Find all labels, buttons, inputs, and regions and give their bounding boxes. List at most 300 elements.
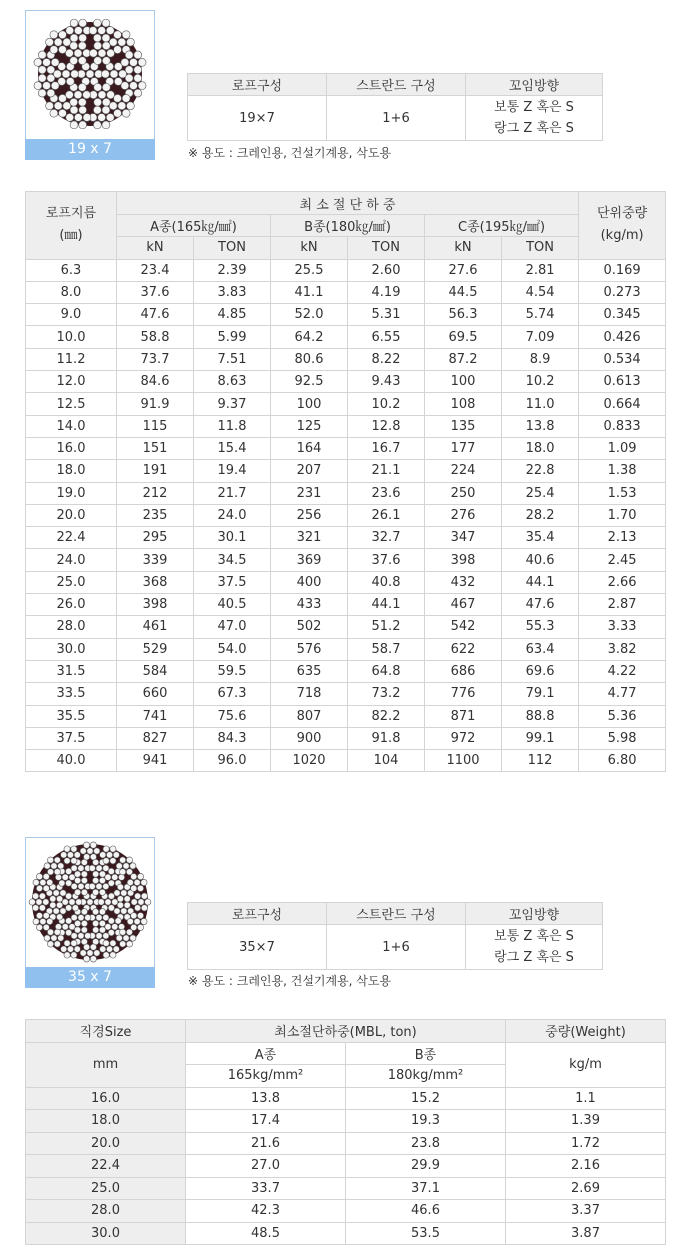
wire xyxy=(43,58,51,66)
table-cell: 250 xyxy=(425,482,502,504)
table-cell: 0.664 xyxy=(579,393,666,415)
spec-table-19x7 xyxy=(187,73,603,141)
row-diameter: 12.0 xyxy=(26,371,117,393)
wire xyxy=(39,905,45,911)
wire xyxy=(39,893,45,899)
wire xyxy=(89,49,97,57)
wire xyxy=(81,877,87,883)
wire xyxy=(110,846,116,852)
wire xyxy=(92,909,98,915)
row-diameter: 22.4 xyxy=(26,527,117,549)
wire xyxy=(110,940,116,946)
wire xyxy=(99,920,105,926)
table-row xyxy=(26,1177,666,1200)
table-cell: 529 xyxy=(117,638,194,660)
spec-lay xyxy=(466,925,603,970)
wire xyxy=(138,899,144,905)
row-diameter: 28.0 xyxy=(26,616,117,638)
wire xyxy=(125,66,133,74)
wire xyxy=(62,70,70,78)
table-row xyxy=(26,705,666,727)
wire xyxy=(58,863,64,869)
wire xyxy=(83,91,91,99)
table-cell: 64.8 xyxy=(348,660,425,682)
table-cell: 40.5 xyxy=(194,594,271,616)
wire xyxy=(62,924,68,930)
table-cell: 54.0 xyxy=(194,638,271,660)
table-cell: 212 xyxy=(117,482,194,504)
wire xyxy=(59,880,65,886)
wire xyxy=(103,846,109,852)
wire xyxy=(103,933,109,939)
table-cell: 15.4 xyxy=(194,437,271,459)
wire xyxy=(74,114,82,122)
table-cell: 30.1 xyxy=(194,527,271,549)
wire xyxy=(93,121,101,129)
wire xyxy=(92,877,98,883)
wire xyxy=(51,58,59,66)
wire xyxy=(38,89,46,97)
wire xyxy=(33,918,39,924)
wire xyxy=(32,905,38,911)
wire xyxy=(63,102,71,110)
wire xyxy=(120,857,126,863)
table-row xyxy=(26,1222,666,1245)
unit-ton: TON xyxy=(502,237,579,259)
wire xyxy=(94,848,100,854)
row-diameter: 18.0 xyxy=(26,1110,186,1133)
wire xyxy=(134,905,140,911)
table-cell: 1.09 xyxy=(579,437,666,459)
wire xyxy=(108,918,114,924)
table-cell: 776 xyxy=(425,683,502,705)
wire xyxy=(38,74,46,82)
wire xyxy=(137,873,143,879)
row-diameter: 20.0 xyxy=(26,1132,186,1155)
table-cell: 0.613 xyxy=(579,371,666,393)
wire xyxy=(118,102,126,110)
wire xyxy=(33,879,39,885)
wire xyxy=(71,70,79,78)
unit-kn: kN xyxy=(425,237,502,259)
wire xyxy=(66,930,72,936)
table-cell: 21.6 xyxy=(186,1132,346,1155)
table-cell: 433 xyxy=(271,594,348,616)
wire xyxy=(103,858,109,864)
wire xyxy=(79,121,87,129)
table-cell: 3.87 xyxy=(506,1222,666,1245)
table-cell: 91.8 xyxy=(348,727,425,749)
wire xyxy=(130,863,136,869)
wire xyxy=(130,935,136,941)
table-row xyxy=(26,1200,666,1223)
wire xyxy=(117,896,123,902)
usage-note: ※ 용도 : 크레인용, 건설기계용, 삭도용 xyxy=(188,146,392,160)
wire xyxy=(105,924,111,930)
table-cell: 635 xyxy=(271,660,348,682)
table-row xyxy=(26,326,666,348)
row-diameter: 9.0 xyxy=(26,304,117,326)
wire xyxy=(126,38,134,46)
wire xyxy=(114,46,122,54)
table-cell: 8.9 xyxy=(502,348,579,370)
wire xyxy=(109,102,117,110)
wire xyxy=(51,82,59,90)
wire xyxy=(87,899,93,905)
wire xyxy=(121,82,129,90)
table-row xyxy=(26,683,666,705)
wire xyxy=(58,935,64,941)
wire xyxy=(122,94,130,102)
wire xyxy=(90,956,96,962)
wire xyxy=(116,863,122,869)
wire xyxy=(63,38,71,46)
wire xyxy=(40,918,46,924)
wire xyxy=(138,82,146,90)
wire xyxy=(131,912,137,918)
unit-kn: kN xyxy=(271,237,348,259)
table-cell: 51.2 xyxy=(348,616,425,638)
wire xyxy=(51,863,57,869)
table-cell: 0.345 xyxy=(579,304,666,326)
wire xyxy=(98,49,106,57)
table-row xyxy=(26,371,666,393)
table-cell: 22.8 xyxy=(502,460,579,482)
table-cell: 42.3 xyxy=(186,1200,346,1223)
wire xyxy=(81,909,87,915)
wire xyxy=(93,871,99,877)
table-cell: 542 xyxy=(425,616,502,638)
wire xyxy=(114,31,122,39)
wire xyxy=(71,865,77,871)
row-diameter: 30.0 xyxy=(26,1222,186,1245)
header-diameter: 직경Size xyxy=(26,1020,186,1043)
wire xyxy=(74,946,80,952)
wire xyxy=(56,902,62,908)
wire xyxy=(134,66,142,74)
wire xyxy=(72,905,78,911)
wire xyxy=(54,941,60,947)
table-cell: 398 xyxy=(117,594,194,616)
wire xyxy=(56,914,62,920)
wire xyxy=(44,935,50,941)
wire xyxy=(47,918,53,924)
wire xyxy=(113,946,119,952)
wire xyxy=(96,914,102,920)
header-weight-unit: (kg/m) xyxy=(600,228,644,244)
table-cell: 660 xyxy=(117,683,194,705)
wire xyxy=(74,920,80,926)
wire xyxy=(71,883,77,889)
wire xyxy=(134,74,142,82)
table-cell: 5.31 xyxy=(348,304,425,326)
table-cell: 26.1 xyxy=(348,504,425,526)
table-cell: 3.37 xyxy=(506,1200,666,1223)
header-grade-b: B종 xyxy=(346,1042,506,1065)
wire xyxy=(124,902,130,908)
table-cell: 125 xyxy=(271,415,348,437)
wire xyxy=(66,880,72,886)
wire xyxy=(109,38,117,46)
wire xyxy=(79,106,87,114)
table-cell: 871 xyxy=(425,705,502,727)
wire xyxy=(98,91,106,99)
header-mbl: 최소절단하중(MBL, ton) xyxy=(186,1020,506,1043)
wire xyxy=(71,914,77,920)
table-cell: 11.0 xyxy=(502,393,579,415)
wire xyxy=(102,57,110,65)
table-cell: 4.19 xyxy=(348,281,425,303)
row-diameter: 35.5 xyxy=(26,705,117,727)
wire xyxy=(126,941,132,947)
table-cell: 207 xyxy=(271,460,348,482)
table-cell: 0.534 xyxy=(579,348,666,370)
table-cell: 40.6 xyxy=(502,549,579,571)
table-cell: 12.8 xyxy=(348,415,425,437)
wire xyxy=(108,868,114,874)
wire xyxy=(53,908,59,914)
wire xyxy=(83,842,89,848)
row-diameter: 6.3 xyxy=(26,259,117,281)
wire xyxy=(50,902,56,908)
table-cell: 3.82 xyxy=(579,638,666,660)
table-cell: 584 xyxy=(117,660,194,682)
wire xyxy=(96,883,102,889)
table-cell: 2.66 xyxy=(579,571,666,593)
table-cell: 100 xyxy=(271,393,348,415)
wire xyxy=(43,82,51,90)
table-cell: 40.8 xyxy=(348,571,425,593)
table-cell: 0.426 xyxy=(579,326,666,348)
wire xyxy=(121,908,127,914)
row-diameter: 20.0 xyxy=(26,504,117,526)
wire xyxy=(141,879,147,885)
table-cell: 33.7 xyxy=(186,1177,346,1200)
header-diameter xyxy=(26,192,117,260)
wire xyxy=(47,869,53,875)
wire xyxy=(116,935,122,941)
wire xyxy=(62,874,68,880)
wire xyxy=(89,27,97,35)
table-cell: 6.55 xyxy=(348,326,425,348)
usage-note: ※ 용도 : 크레인용, 건설기계용, 삭도용 xyxy=(188,974,392,988)
table-cell: 23.8 xyxy=(346,1132,506,1155)
wire xyxy=(89,865,95,871)
wire xyxy=(62,899,68,905)
grade-b-unit: 180kg/mm² xyxy=(346,1065,506,1088)
wire xyxy=(44,863,50,869)
table-cell: 63.4 xyxy=(502,638,579,660)
table-cell: 92.5 xyxy=(271,371,348,393)
table-cell: 2.87 xyxy=(579,594,666,616)
spec-header-strand: 스트란드 구성 xyxy=(327,903,466,925)
table-cell: 11.8 xyxy=(194,415,271,437)
table-cell: 295 xyxy=(117,527,194,549)
table-cell: 18.0 xyxy=(502,437,579,459)
table-cell: 35.4 xyxy=(502,527,579,549)
row-diameter: 11.2 xyxy=(26,348,117,370)
spec-strand: 1+6 xyxy=(327,925,466,970)
row-diameter: 12.5 xyxy=(26,393,117,415)
wire xyxy=(54,102,62,110)
table-cell: 5.74 xyxy=(502,304,579,326)
wire xyxy=(92,889,98,895)
wire xyxy=(130,82,138,90)
wire xyxy=(98,27,106,35)
table-cell: 99.1 xyxy=(502,727,579,749)
spec-lay-line2: 랑그 Z 혹은 S xyxy=(494,121,574,136)
table-cell: 4.77 xyxy=(579,683,666,705)
table-row xyxy=(26,259,666,281)
wire xyxy=(64,846,70,852)
table-cell: 100 xyxy=(425,371,502,393)
table-cell: 1.1 xyxy=(506,1087,666,1110)
table-cell: 59.5 xyxy=(194,660,271,682)
wire xyxy=(80,848,86,854)
wire xyxy=(56,896,62,902)
wire xyxy=(83,944,89,950)
row-diameter: 25.0 xyxy=(26,571,117,593)
wire xyxy=(38,66,46,74)
wire xyxy=(102,106,110,114)
wire xyxy=(83,854,89,860)
spec-header-strand: 스트란드 구성 xyxy=(327,74,466,96)
table-row xyxy=(26,750,666,772)
wire xyxy=(117,884,123,890)
table-cell: 73.7 xyxy=(117,348,194,370)
table-cell: 87.2 xyxy=(425,348,502,370)
wire xyxy=(50,46,58,54)
table-cell: 47.6 xyxy=(117,304,194,326)
header-grade-c: C종(195㎏/㎟) xyxy=(425,215,579,237)
wire xyxy=(106,946,112,952)
table-cell: 9.43 xyxy=(348,371,425,393)
table-cell: 741 xyxy=(117,705,194,727)
table-row xyxy=(26,504,666,526)
wire xyxy=(70,106,78,114)
wire xyxy=(78,83,86,91)
wire xyxy=(54,929,60,935)
wire xyxy=(100,946,106,952)
table-cell: 2.60 xyxy=(348,259,425,281)
wire xyxy=(103,914,109,920)
table-cell: 4.54 xyxy=(502,281,579,303)
table-cell: 21.7 xyxy=(194,482,271,504)
table-row xyxy=(26,415,666,437)
unit-kn: kN xyxy=(117,237,194,259)
wire xyxy=(70,121,78,129)
wire xyxy=(114,94,122,102)
table-cell: 10.2 xyxy=(502,371,579,393)
table-cell: 224 xyxy=(425,460,502,482)
row-diameter: 16.0 xyxy=(26,1087,186,1110)
wire xyxy=(94,950,100,956)
table-cell: 58.8 xyxy=(117,326,194,348)
header-weight: 중량(Weight) xyxy=(506,1020,666,1043)
wire xyxy=(32,893,38,899)
wire xyxy=(125,51,133,59)
spec-header-construction: 로프구성 xyxy=(188,74,327,96)
wire xyxy=(76,899,82,905)
wire xyxy=(137,885,143,891)
table-cell: 37.5 xyxy=(194,571,271,593)
spec-construction: 19×7 xyxy=(188,96,327,141)
table-cell: 29.9 xyxy=(346,1155,506,1178)
wire xyxy=(102,19,110,27)
wire xyxy=(89,883,95,889)
wire xyxy=(98,114,106,122)
wire xyxy=(43,924,49,930)
wire xyxy=(120,929,126,935)
row-diameter: 16.0 xyxy=(26,437,117,459)
wire xyxy=(50,896,56,902)
table-cell: 0.273 xyxy=(579,281,666,303)
table-cell: 576 xyxy=(271,638,348,660)
table-cell: 0.833 xyxy=(579,415,666,437)
wire xyxy=(134,879,140,885)
wire xyxy=(47,941,53,947)
mbl-table-35x7-body xyxy=(26,1087,666,1245)
wire xyxy=(60,890,66,896)
table-cell: 5.99 xyxy=(194,326,271,348)
wire xyxy=(141,905,147,911)
table-cell: 13.8 xyxy=(502,415,579,437)
wire xyxy=(113,852,119,858)
table-cell: 27.0 xyxy=(186,1155,346,1178)
wire xyxy=(103,940,109,946)
wire xyxy=(141,918,147,924)
spec-construction: 35×7 xyxy=(188,925,327,970)
table-cell: 84.3 xyxy=(194,727,271,749)
row-diameter: 25.0 xyxy=(26,1177,186,1200)
wire xyxy=(34,82,42,90)
wire xyxy=(99,927,105,933)
table-cell: 231 xyxy=(271,482,348,504)
wire xyxy=(65,893,71,899)
wire xyxy=(74,91,82,99)
wire xyxy=(64,940,70,946)
wire xyxy=(66,77,74,85)
wire xyxy=(66,114,74,122)
wire xyxy=(125,74,133,82)
table-cell: 1020 xyxy=(271,750,348,772)
wire xyxy=(127,918,133,924)
table-cell: 69.6 xyxy=(502,660,579,682)
table-cell: 177 xyxy=(425,437,502,459)
wire xyxy=(74,877,80,883)
wire xyxy=(108,893,114,899)
table-cell: 44.5 xyxy=(425,281,502,303)
wire xyxy=(105,899,111,905)
wire xyxy=(120,869,126,875)
wire xyxy=(74,49,82,57)
table-cell: 19.4 xyxy=(194,460,271,482)
table-cell: 6.80 xyxy=(579,750,666,772)
wire xyxy=(114,109,122,117)
table-cell: 827 xyxy=(117,727,194,749)
wire xyxy=(96,865,102,871)
table-cell: 37.1 xyxy=(346,1177,506,1200)
table-cell: 53.5 xyxy=(346,1222,506,1245)
table-cell: 807 xyxy=(271,705,348,727)
row-diameter: 19.0 xyxy=(26,482,117,504)
row-diameter: 30.0 xyxy=(26,638,117,660)
wire xyxy=(53,890,59,896)
spec-strand: 1+6 xyxy=(327,96,466,141)
table-cell: 64.2 xyxy=(271,326,348,348)
table-cell: 16.7 xyxy=(348,437,425,459)
table-row xyxy=(26,1087,666,1110)
